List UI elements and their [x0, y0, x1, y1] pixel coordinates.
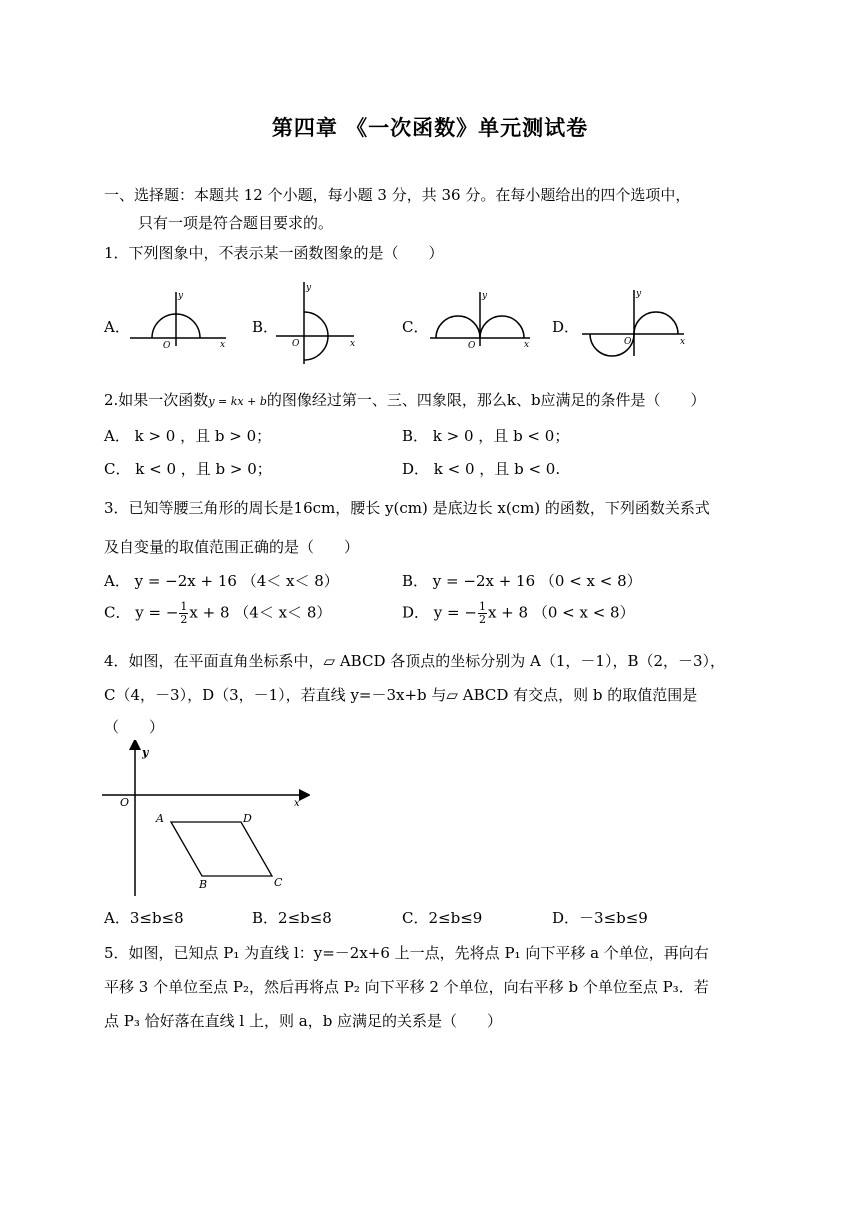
section-heading-line2: 只有一项是符合题目要求的。	[138, 214, 334, 232]
q3-option-c-post: x + 8 （4＜ x＜ 8）	[189, 603, 332, 622]
q1-graph-c	[426, 286, 532, 348]
axis-y-label: y	[636, 289, 642, 299]
axis-x-label: x	[220, 340, 226, 348]
q2-option-d: D． k < 0 ，且 b < 0.	[402, 460, 561, 478]
denominator: 2	[478, 613, 486, 626]
q1-option-d-label: D．	[552, 318, 580, 336]
origin-label: O	[624, 337, 632, 347]
q2-option-a: A． k > 0 ，且 b > 0；	[104, 427, 272, 445]
q3-option-b: B． y = −2x + 16 （0 < x < 8）	[402, 572, 642, 590]
q3-option-c	[104, 601, 331, 626]
q3-option-d-post: x + 8 （0 < x < 8）	[487, 603, 635, 622]
q2-option-b: B． k > 0 ，且 b < 0；	[402, 427, 570, 445]
vertex-a-label: A	[156, 812, 164, 825]
axis-y-label: y	[482, 291, 488, 301]
page-title: 第四章 《一次函数》单元测试卷	[271, 115, 589, 140]
q3-stem-line1: 3．已知等腰三角形的周长是16cm，腰长 y(cm) 是底边长 x(cm) 的函数，下列函数关系式	[104, 499, 710, 517]
q2-stem	[104, 389, 706, 410]
origin-label: O	[120, 796, 130, 809]
axis-x-label: x	[680, 337, 686, 347]
q2-formula: y = kx + b	[208, 395, 267, 408]
q1-stem: 1．下列图象中，不表示某一函数图象的是（ ）	[104, 244, 444, 262]
origin-label: O	[163, 341, 171, 348]
q2-stem-pre: 2.如果一次函数	[104, 391, 209, 409]
q2-stem-post: 的图像经过第一、三、四象限，那么k、b应满足的条件是（ ）	[266, 391, 706, 409]
q1-graph-a	[126, 286, 230, 348]
q1-graph-b	[274, 280, 358, 364]
q4-stem-line1: 4．如图，在平面直角坐标系中，▱ ABCD 各顶点的坐标分别为 A（1，－1），B（2，－3），	[104, 652, 726, 670]
q3-option-c-pre: C． y = −	[104, 603, 179, 622]
section-heading-line1: 一、选择题：本题共 12 个小题，每小题 3 分，共 36 分。在每小题给出的四个选项中，	[104, 186, 691, 204]
q3-option-a: A． y = −2x + 16 （4＜ x＜ 8）	[104, 572, 339, 590]
vertex-c-label: C	[274, 876, 283, 889]
axis-y-label: y	[306, 283, 312, 293]
q4-stem-line3: （ ）	[104, 718, 165, 736]
q5-stem-line3: 点 P₃ 恰好落在直线 l 上，则 a，b 应满足的关系是（ ）	[104, 1012, 503, 1030]
axis-x-label: x	[294, 798, 300, 809]
q1-option-b-label: B．	[252, 318, 279, 336]
denominator: 2	[180, 613, 188, 626]
q4-option-c: C．2≤b≤9	[402, 909, 483, 927]
q3-option-d	[402, 601, 635, 626]
q5-stem-line2: 平移 3 个单位至点 P₂，然后再将点 P₂ 向下平移 2 个单位，向右平移 b 个单位至点 P₃．若	[104, 978, 709, 996]
fraction	[478, 601, 487, 626]
axis-x-label: x	[524, 340, 530, 348]
q4-figure-parallelogram	[100, 740, 310, 900]
origin-label: O	[468, 341, 476, 348]
vertex-d-label: D	[243, 812, 252, 825]
q4-option-a: A．3≤b≤8	[104, 909, 184, 927]
axis-x-label: x	[350, 339, 356, 349]
q4-option-d: D．－3≤b≤9	[552, 909, 648, 927]
fraction	[179, 601, 188, 626]
axis-y-label: y	[142, 746, 149, 759]
numerator: 1	[478, 600, 486, 613]
q5-stem-line1: 5．如图，已知点 P₁ 为直线 l：y=－2x+6 上一点，先将点 P₁ 向下平移 a 个单位，再向右	[104, 944, 709, 962]
q4-stem-line2: C（4，－3），D（3，－1），若直线 y=－3x+b 与▱ ABCD 有交点，则 b 的取值范围是	[104, 686, 698, 704]
q1-option-a-label: A．	[104, 318, 130, 336]
q3-stem-line2: 及自变量的取值范围正确的是（ ）	[104, 538, 360, 556]
q3-option-d-pre: D． y = −	[402, 603, 477, 622]
q4-option-b: B．2≤b≤8	[252, 909, 332, 927]
q2-option-c: C． k < 0 ，且 b > 0；	[104, 460, 272, 478]
axis-y-label: y	[178, 291, 184, 301]
vertex-b-label: B	[199, 878, 208, 891]
q1-graph-d	[580, 286, 688, 360]
numerator: 1	[180, 600, 188, 613]
q1-option-c-label: C．	[402, 318, 429, 336]
origin-label: O	[292, 339, 300, 349]
